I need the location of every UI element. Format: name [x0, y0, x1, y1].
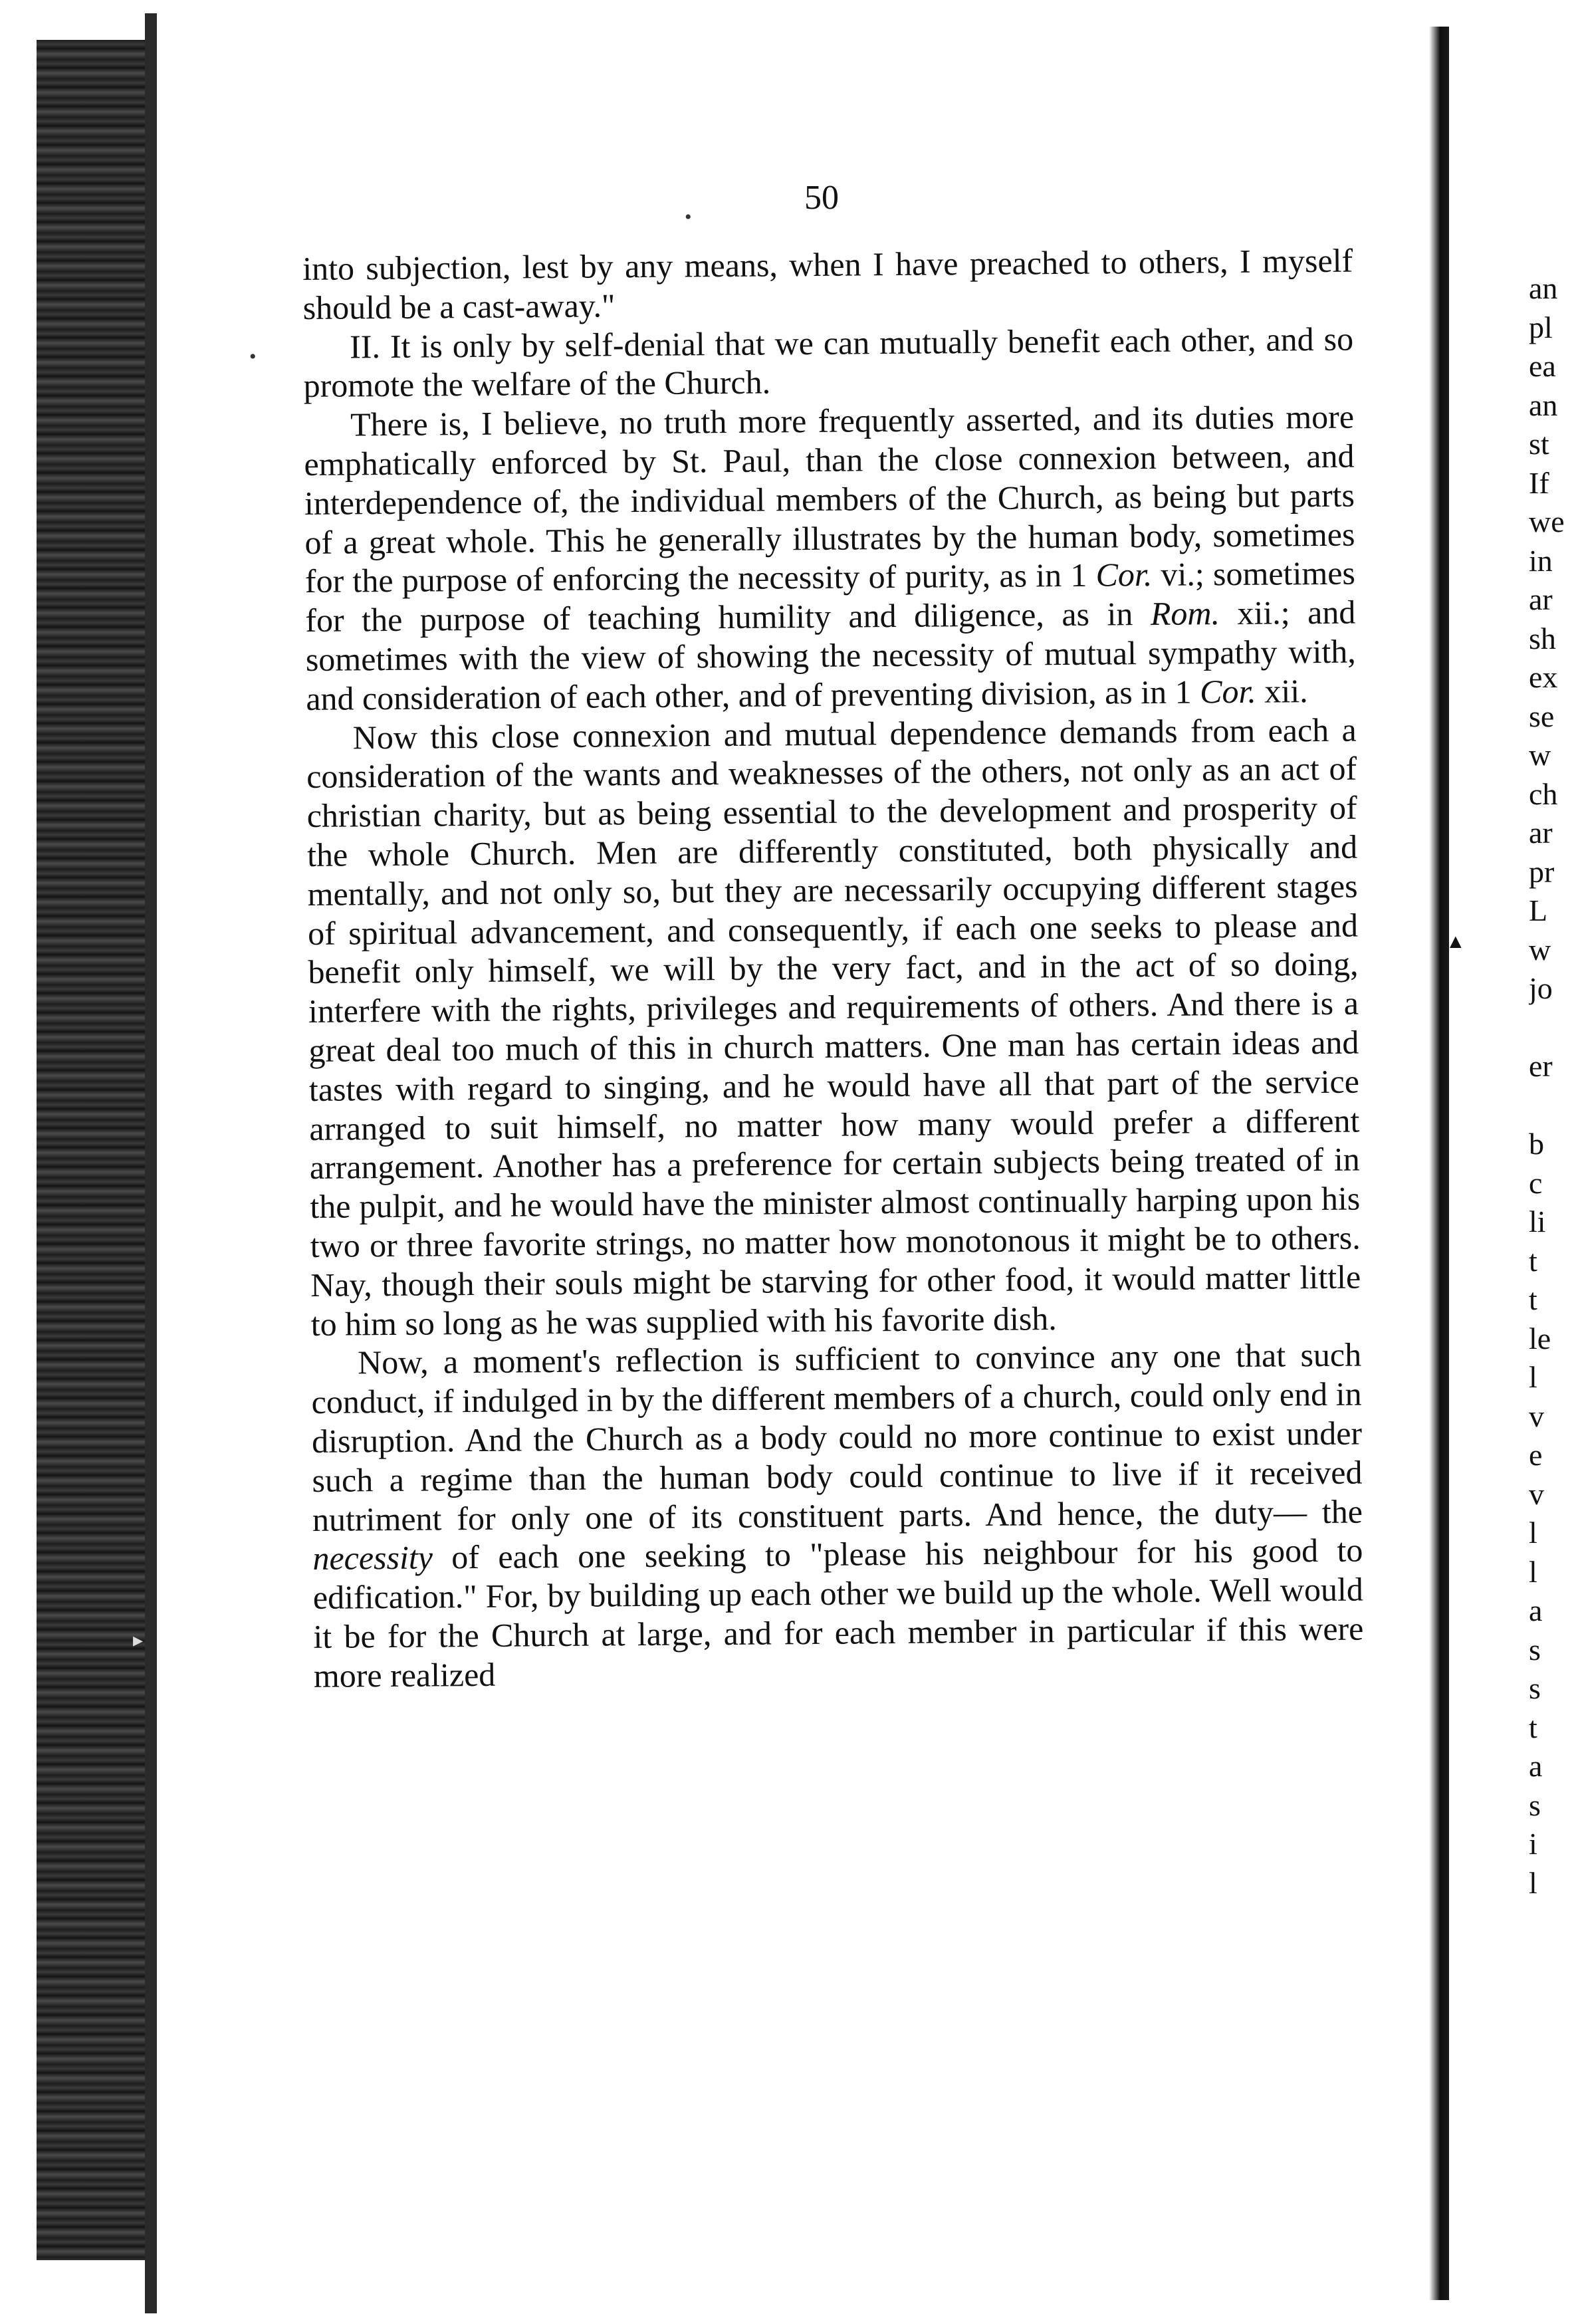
facing-page-fragment: l: [1529, 1554, 1537, 1589]
gutter-mark: ▲: [1446, 931, 1466, 953]
facing-page-fragment: s: [1529, 1632, 1541, 1667]
facing-page-fragment: a: [1529, 1593, 1543, 1627]
facing-page-fragment: er: [1529, 1049, 1553, 1083]
paragraph: into subjection, lest by any means, when I have preached to others, I myself should be a cast-away.": [302, 241, 1353, 326]
facing-page-fragment: t: [1529, 1243, 1537, 1278]
facing-page-fragment: ar: [1529, 816, 1553, 850]
facing-page-fragment: s: [1529, 1671, 1541, 1705]
page-number: 50: [804, 179, 839, 217]
facing-page-fragment: [1529, 1008, 1574, 1048]
paragraph: There is, I believe, no truth more frequently asserted, and its duties more emphatically enforced by St. Paul, than the close connexion between, and interdependence of, the individual members of the Church, as being but parts of a great whole. This he generally illustrates by the human body, sometimes for the purpose of enforcing the necessity of purity, as in 1 Cor. vi.; sometimes for the purpose of teaching humility and diligence, as in Rom. xii.; and sometimes with the view of showing the necessity of mutual sympathy with, and consideration of each other, and of preventing division, as in 1 Cor. xii.: [304, 398, 1357, 717]
facing-page-fragment: w: [1529, 932, 1551, 967]
facing-page-fragment: jo: [1529, 971, 1553, 1005]
facing-page-fragment: t: [1529, 1282, 1537, 1316]
facing-page-fragment: ch: [1529, 776, 1558, 811]
facing-page-fragment: If: [1529, 465, 1549, 500]
facing-page-fragment: [1529, 1086, 1574, 1125]
facing-page-fragment: e: [1529, 1438, 1543, 1472]
paragraph: Now this close connexion and mutual dependence demands from each a consideration of the wants and weaknesses of the others, not only as an act of christian charity, but as being essential to the development and prosperity of the whole Church. Men are differently constituted, both physically and mentally, and not only so, but they are necessarily occupying different stages of spiritual advancement, and consequently, if each one seeks to please and benefit only himself, we will by the very fact, and in the act of so doing, interfere with the rights, privileges and requirements of others. And there is a great deal too much of this in church matters. One man has certain ideas and tastes with regard to singing, and he would have all that part of the service arranged to suit himself, no matter how many would prefer a different arrangement. Another has a preference for certain subjects being treated of in the pulpit, and he would have the minister almost continually harping upon his two or three favorite strings, no matter how monotonous it might be to others. Nay, though their souls might be starving for other food, it would matter little to him so long as he was supplied with his favorite dish.: [306, 711, 1361, 1343]
facing-page-fragment: t: [1529, 1710, 1537, 1744]
facing-page-fragment: st: [1529, 427, 1549, 461]
page-edge: [145, 13, 157, 2313]
facing-page-fragment: we: [1529, 505, 1565, 538]
facing-page-fragment: li: [1529, 1205, 1546, 1238]
facing-page-fragment: L: [1529, 893, 1548, 927]
speck-mark: •: [249, 346, 257, 368]
facing-page-fragment: in: [1529, 543, 1553, 578]
facing-page-fragment: l: [1529, 1360, 1537, 1394]
facing-page-fragment: l: [1529, 1865, 1537, 1900]
facing-page-fragment: l: [1529, 1516, 1537, 1550]
body-text: [302, 241, 1364, 1696]
paragraph: II. It is only by self-denial that we can mutually benefit each other, and so promote the welfare of the Church.: [303, 320, 1354, 405]
facing-page-fragment: v: [1529, 1399, 1544, 1433]
facing-page-fragment: ea: [1529, 349, 1556, 383]
facing-page-fragment: c: [1529, 1165, 1543, 1200]
facing-page-fragment: an: [1529, 271, 1558, 305]
facing-page-fragment: v: [1529, 1476, 1544, 1511]
book-spine: [37, 40, 155, 2260]
facing-page-fragment: pr: [1529, 854, 1555, 889]
facing-page-fragment: ar: [1529, 582, 1553, 616]
facing-page-fragment: b: [1529, 1127, 1544, 1161]
facing-page-fragment: w: [1529, 738, 1551, 772]
facing-page-fragment: ex: [1529, 660, 1558, 694]
facing-page-fragment: an: [1529, 388, 1558, 422]
facing-page-fragment: se: [1529, 699, 1555, 733]
facing-page-fragment: s: [1529, 1788, 1541, 1822]
facing-page-fragment: a: [1529, 1749, 1543, 1783]
speck-mark: •: [685, 206, 692, 228]
facing-page-fragments: [1529, 269, 1574, 1903]
page-gutter: [1429, 27, 1449, 2300]
facing-page-fragment: pl: [1529, 310, 1553, 344]
paragraph: Now, a moment's reflection is sufficient to convince any one that such conduct, if indulged in by the different members of a church, could only end in disruption. And the Church as a body could no more continue to exist under such a regime than the human body could continue to live if it received nutriment for only one of its constituent parts. And hence, the duty— the necessity of each one seeking to "please his neighbour for his good to edification." For, by building up each other we build up the whole. Well would it be for the Church at large, and for each member in particular if this were more realized: [311, 1336, 1364, 1694]
speck-mark: ▸: [133, 1629, 144, 1651]
facing-page-fragment: i: [1529, 1827, 1537, 1861]
facing-page-fragment: sh: [1529, 621, 1556, 655]
facing-page-fragment: le: [1529, 1321, 1551, 1355]
